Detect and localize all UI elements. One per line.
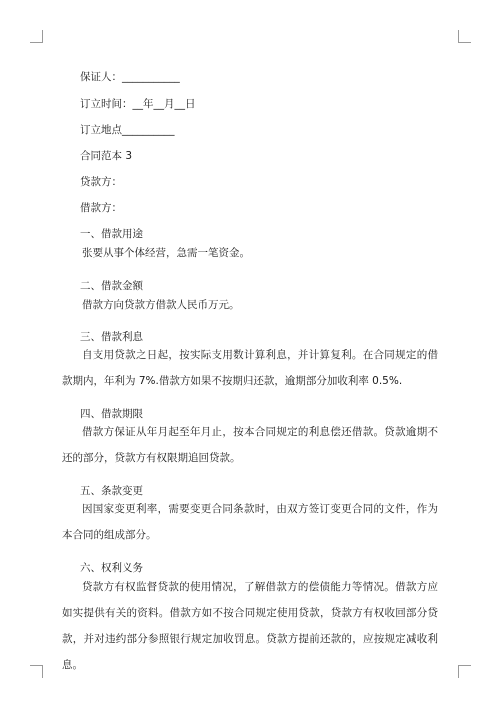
borrower-line: 借款方： (80, 202, 122, 214)
section-body: 张要从事个体经营，急需一笔资金。 (82, 247, 250, 259)
lender-line: 贷款方： (80, 176, 122, 188)
section-body: 借款方向贷款方借款人民币万元。 (82, 299, 240, 311)
section-heading: 一、借款用途 (80, 228, 143, 240)
crop-mark-bottom-left (30, 665, 43, 678)
sign-place-line: 订立地点__________ (80, 124, 175, 136)
crop-mark-top-right (458, 30, 471, 43)
section-heading: 三、借款利息 (80, 331, 143, 343)
crop-mark-bottom-right (458, 665, 471, 678)
section-heading: 四、借款期限 (80, 408, 143, 420)
template-title: 合同范本 3 (80, 150, 133, 162)
sign-date-line: 订立时间：__年__月__日 (80, 98, 196, 110)
section-heading: 二、借款金额 (80, 280, 143, 292)
section-body: 贷款方有权监督贷款的使用情况，了解借款方的偿债能力等情况。借款方应如实提供有关的资料。借款方如不按合同规定使用贷款，贷款方有权收回部分贷款，并对违约部分参照银行规定加收罚息。贷款方提前还款的，应按规定减收利息。 (62, 581, 438, 671)
section-body: 借款方保证从年月起至年月止，按本合同规定的利息偿还借款。贷款逾期不还的部分，贷款方有权限期追回贷款。 (62, 426, 438, 464)
guarantor-line: 保证人：___________ (80, 71, 180, 83)
section-heading: 五、条款变更 (80, 485, 143, 497)
section-body: 因国家变更利率，需要变更合同条款时，由双方签订变更合同的文件，作为本合同的组成部分。 (62, 503, 438, 541)
section-body: 自支用贷款之日起，按实际支用数计算利息，并计算复利。在合同规定的借款期内，年利为 7%.借款方如果不按期归还款，逾期部分加收利率 0.5%. (62, 349, 438, 387)
crop-mark-top-left (30, 30, 43, 43)
section-heading: 六、权利义务 (80, 562, 143, 574)
